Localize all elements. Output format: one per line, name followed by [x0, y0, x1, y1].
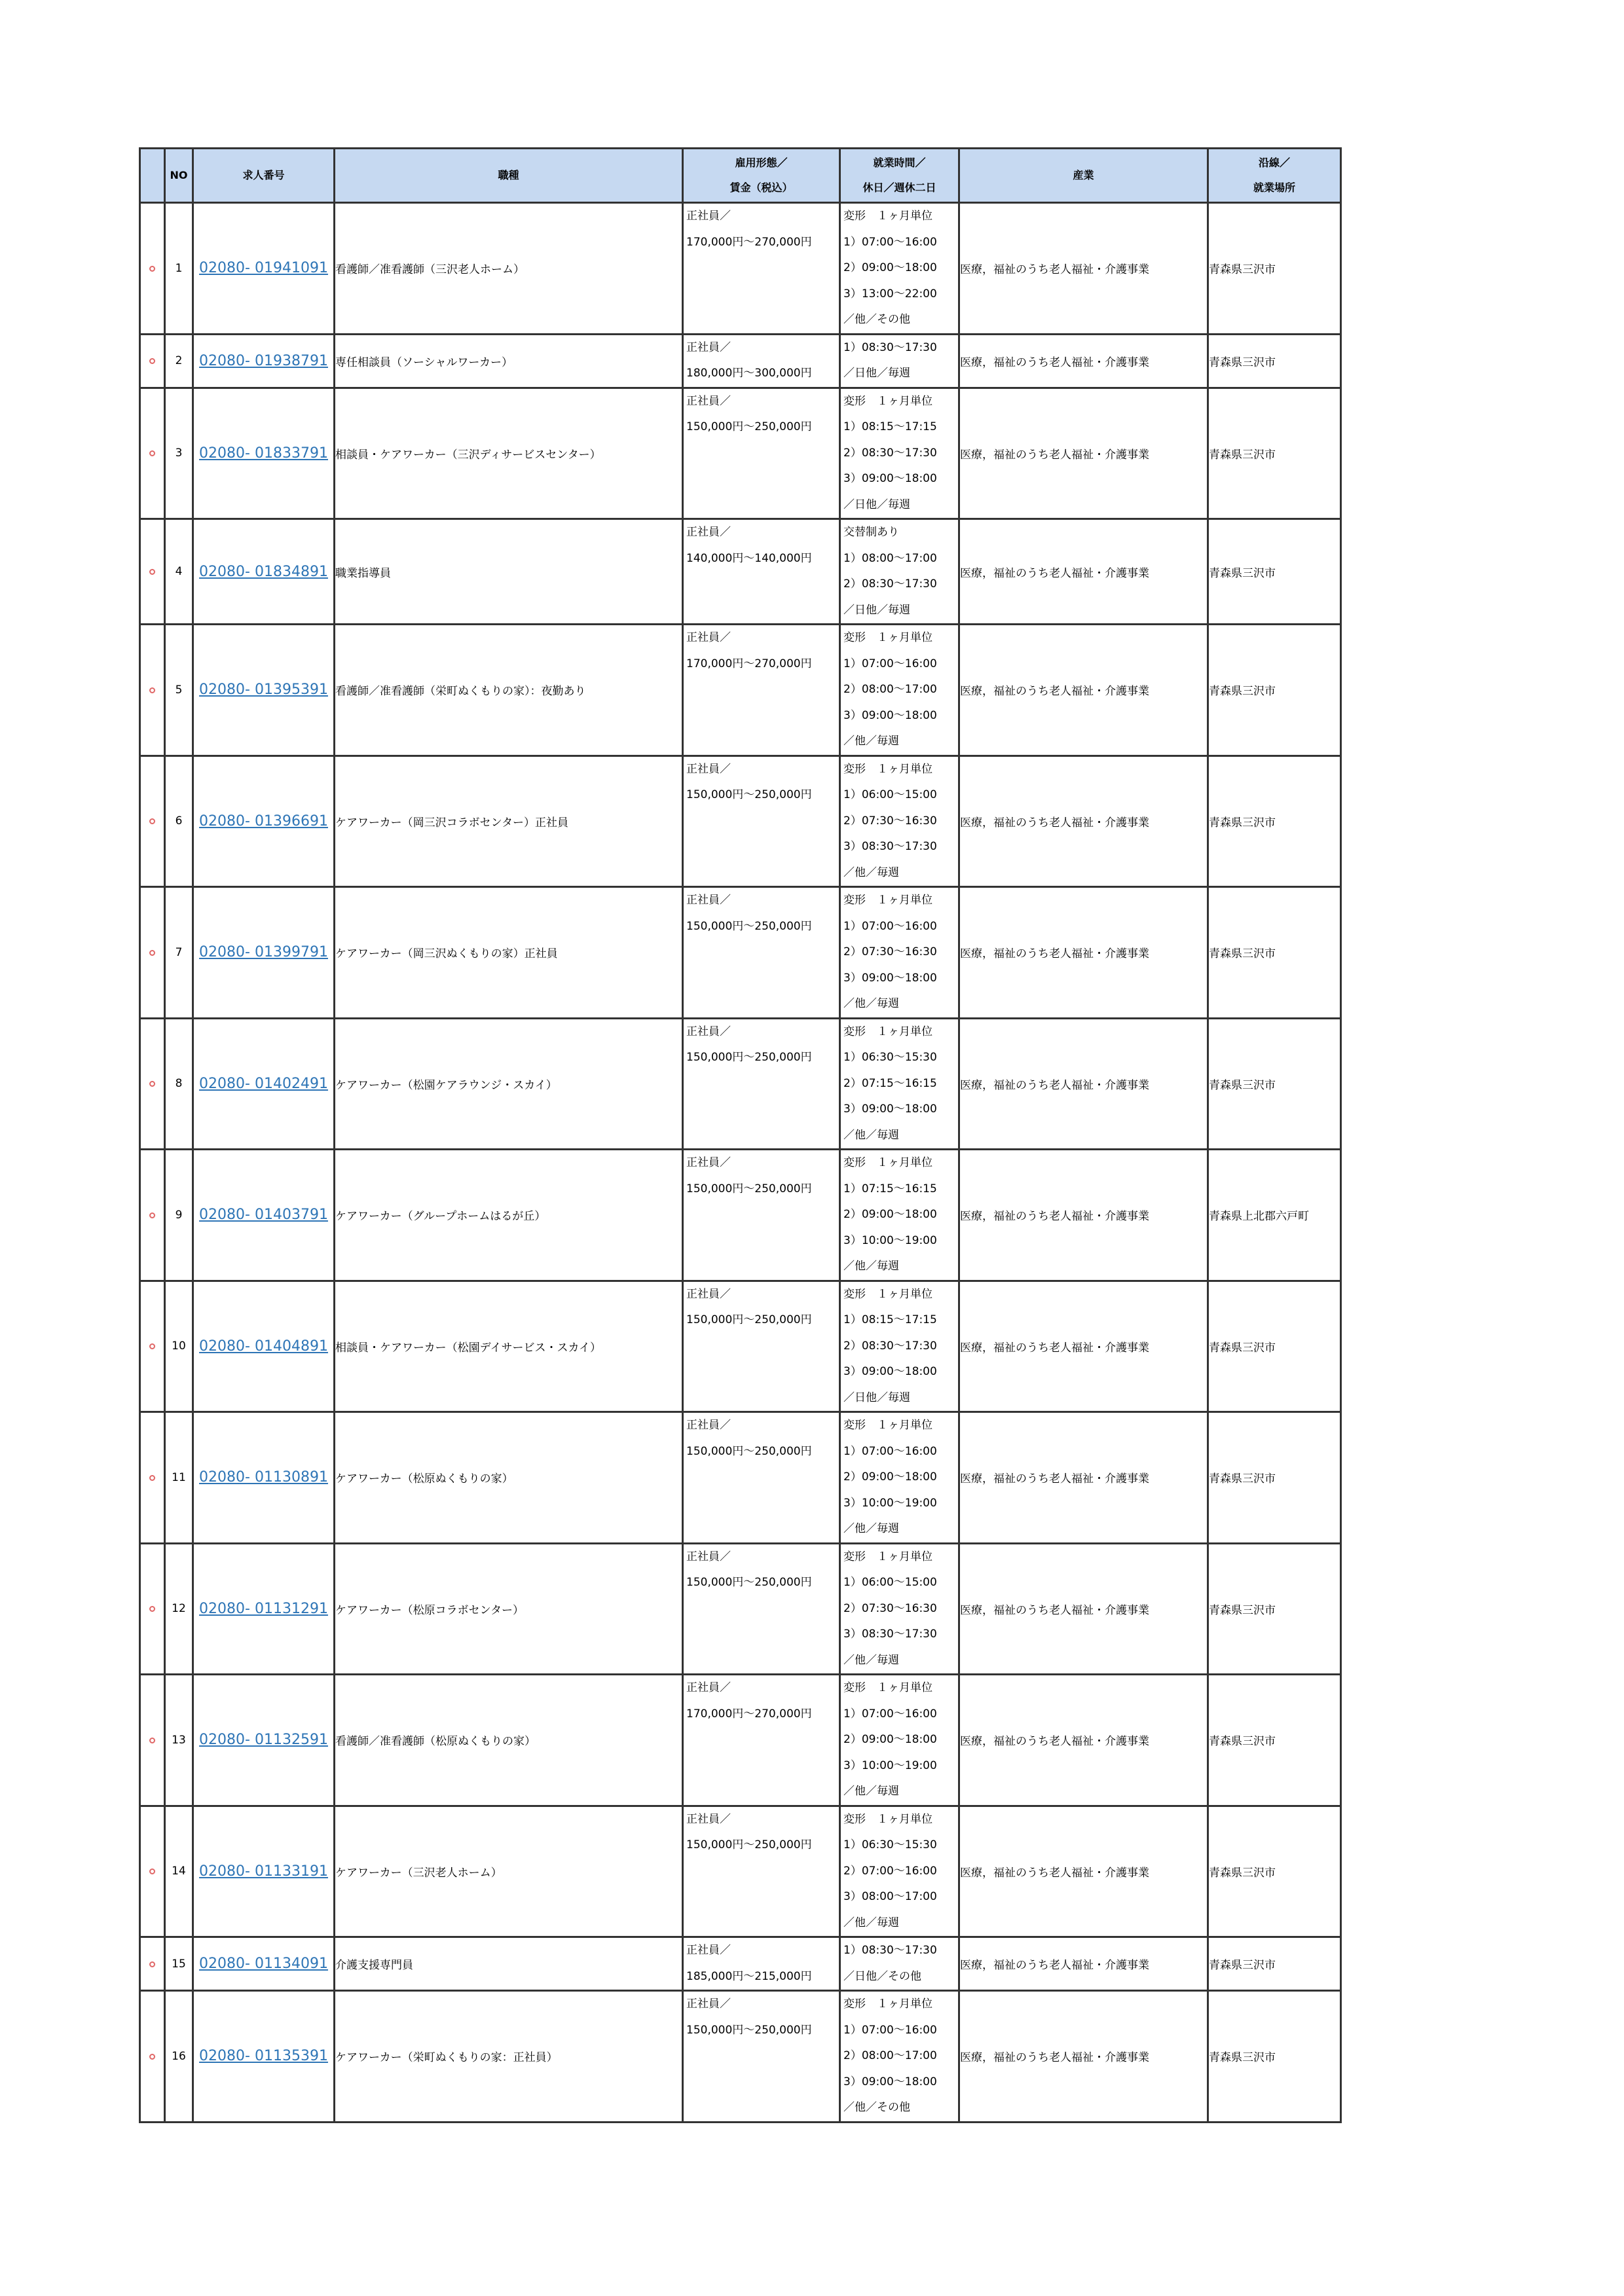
- table-row: [140, 1018, 1341, 1150]
- row-marker: [140, 388, 165, 519]
- employment-line: 正社員／: [686, 1550, 731, 1563]
- hours-line: 3）08:00～17:00: [843, 1890, 937, 1903]
- circle-bullet-icon: [149, 1343, 155, 1349]
- industry: 医療，福祉のうち老人福祉・介護事業: [959, 334, 1208, 388]
- job-title: 職業指導員: [335, 519, 683, 625]
- table-row: [140, 1543, 1341, 1675]
- job-title: ケアワーカー（松原ぬくもりの家）: [335, 1412, 683, 1544]
- employment-line: 185,000円～215,000円: [686, 1969, 812, 1983]
- row-number: 7: [165, 887, 193, 1019]
- job-number-link[interactable]: 02080- 01402491: [199, 1075, 328, 1092]
- working-hours: [840, 756, 959, 887]
- working-hours: [840, 1937, 959, 1991]
- hours-line: 変形 １ヶ月単位: [843, 1025, 932, 1038]
- hours-line: 3）10:00～19:00: [843, 1758, 937, 1772]
- hours-line: 1）07:00～16:00: [843, 657, 937, 670]
- table-row: [140, 1991, 1341, 2123]
- job-title: ケアワーカー（松園ケアラウンジ・スカイ）: [335, 1018, 683, 1150]
- hours-line: 1）08:30～17:30: [843, 340, 937, 354]
- job-number-cell: [193, 1991, 335, 2123]
- header-hours: [840, 149, 959, 203]
- hours-line: 1）07:00～16:00: [843, 2023, 937, 2037]
- work-location: 青森県三沢市: [1208, 1281, 1341, 1412]
- work-location: 青森県上北郡六戸町: [1208, 1150, 1341, 1281]
- hours-line: ／他／その他: [843, 2101, 910, 2114]
- industry: 医療，福祉のうち老人福祉・介護事業: [959, 1806, 1208, 1937]
- employment-line: 150,000円～250,000円: [686, 1051, 812, 1064]
- hours-line: 1）07:00～16:00: [843, 235, 937, 249]
- work-location: 青森県三沢市: [1208, 625, 1341, 756]
- hours-line: ／他／毎週: [843, 1128, 899, 1142]
- row-number: 8: [165, 1018, 193, 1150]
- table-row: [140, 887, 1341, 1019]
- row-marker: [140, 1991, 165, 2123]
- job-number-link[interactable]: 02080- 01134091: [199, 1956, 328, 1972]
- job-number-link[interactable]: 02080- 01403791: [199, 1207, 328, 1224]
- hours-line: 3）13:00～22:00: [843, 287, 937, 301]
- work-location: 青森県三沢市: [1208, 334, 1341, 388]
- hours-line: ／他／毎週: [843, 866, 899, 879]
- employment-line: 150,000円～250,000円: [686, 420, 812, 433]
- row-marker: [140, 203, 165, 335]
- working-hours: [840, 203, 959, 335]
- employment-line: 150,000円～250,000円: [686, 788, 812, 801]
- table-row: [140, 1150, 1341, 1281]
- job-number-cell: [193, 519, 335, 625]
- header-employment: [683, 149, 840, 203]
- work-location: 青森県三沢市: [1208, 1991, 1341, 2123]
- table-row: [140, 519, 1341, 625]
- job-title: ケアワーカー（グループホームはるが丘）: [335, 1150, 683, 1281]
- job-number-link[interactable]: 02080- 01132591: [199, 1732, 328, 1749]
- hours-line: 2）08:00～17:00: [843, 683, 937, 696]
- working-hours: [840, 1150, 959, 1281]
- employment-line: 150,000円～250,000円: [686, 919, 812, 933]
- hours-line: ／他／毎週: [843, 735, 899, 748]
- job-number-link[interactable]: 02080- 01133191: [199, 1863, 328, 1880]
- hours-line: ／日他／毎週: [843, 603, 910, 617]
- header-row: [140, 149, 1341, 203]
- job-title: 専任相談員（ソーシャルワーカー）: [335, 334, 683, 388]
- job-number-cell: [193, 756, 335, 887]
- circle-bullet-icon: [149, 450, 155, 456]
- table-body: [140, 203, 1341, 2123]
- hours-line: 1）06:30～15:30: [843, 1838, 937, 1851]
- row-marker: [140, 1806, 165, 1937]
- hours-line: 3）10:00～19:00: [843, 1496, 937, 1510]
- row-number: 11: [165, 1412, 193, 1544]
- work-location: 青森県三沢市: [1208, 388, 1341, 519]
- working-hours: [840, 1412, 959, 1544]
- table-row: [140, 1412, 1341, 1544]
- work-location: 青森県三沢市: [1208, 1937, 1341, 1991]
- job-title: 看護師／准看護師（栄町ぬくもりの家）：夜勤あり: [335, 625, 683, 756]
- hours-line: ／日他／その他: [843, 1969, 921, 1983]
- industry: 医療，福祉のうち老人福祉・介護事業: [959, 1991, 1208, 2123]
- working-hours: [840, 519, 959, 625]
- employment-line: 正社員／: [686, 894, 731, 907]
- industry: 医療，福祉のうち老人福祉・介護事業: [959, 1281, 1208, 1412]
- working-hours: [840, 1991, 959, 2123]
- hours-line: 2）08:30～17:30: [843, 1339, 937, 1353]
- table-row: [140, 1937, 1341, 1991]
- circle-bullet-icon: [149, 1868, 155, 1874]
- hours-line: 1）07:15～16:15: [843, 1182, 937, 1195]
- hours-line: ／他／毎週: [843, 1260, 899, 1273]
- table-row: [140, 756, 1341, 887]
- work-location: 青森県三沢市: [1208, 887, 1341, 1019]
- job-number-link[interactable]: 02080- 01941091: [199, 260, 328, 277]
- circle-bullet-icon: [149, 358, 155, 364]
- job-number-link[interactable]: 02080- 01396691: [199, 812, 328, 829]
- employment-line: 正社員／: [686, 210, 731, 223]
- job-number-cell: [193, 203, 335, 335]
- header-no: NO: [165, 149, 193, 203]
- header-industry: 産業: [959, 149, 1208, 203]
- row-number: 13: [165, 1675, 193, 1806]
- row-marker: [140, 334, 165, 388]
- employment-wage: [683, 1806, 840, 1937]
- table-row: [140, 203, 1341, 335]
- job-number-link[interactable]: 02080- 01404891: [199, 1338, 328, 1355]
- hours-line: 変形 １ヶ月単位: [843, 1681, 932, 1694]
- employment-line: 150,000円～250,000円: [686, 1182, 812, 1195]
- circle-bullet-icon: [149, 2054, 155, 2060]
- industry: 医療，福祉のうち老人福祉・介護事業: [959, 887, 1208, 1019]
- hours-line: 3）09:00～18:00: [843, 1365, 937, 1378]
- circle-bullet-icon: [149, 1475, 155, 1481]
- employment-line: 150,000円～250,000円: [686, 1576, 812, 1589]
- work-location: 青森県三沢市: [1208, 1675, 1341, 1806]
- job-number-cell: [193, 1018, 335, 1150]
- employment-wage: [683, 1543, 840, 1675]
- hours-line: 3）08:30～17:30: [843, 1628, 937, 1641]
- hours-line: 2）09:00～18:00: [843, 1733, 937, 1746]
- employment-line: 正社員／: [686, 1287, 731, 1301]
- row-marker: [140, 887, 165, 1019]
- working-hours: [840, 1806, 959, 1937]
- employment-line: 正社員／: [686, 1419, 731, 1432]
- employment-wage: [683, 756, 840, 887]
- table-row: [140, 1675, 1341, 1806]
- job-number-link[interactable]: 02080- 01131291: [199, 1600, 328, 1617]
- table-row: [140, 1806, 1341, 1937]
- employment-wage: [683, 519, 840, 625]
- job-title: ケアワーカー（岡三沢ぬくもりの家）正社員: [335, 887, 683, 1019]
- row-number: 12: [165, 1543, 193, 1675]
- industry: 医療，福祉のうち老人福祉・介護事業: [959, 625, 1208, 756]
- job-number-link[interactable]: 02080- 01938791: [199, 352, 328, 369]
- industry: 医療，福祉のうち老人福祉・介護事業: [959, 388, 1208, 519]
- row-marker: [140, 1675, 165, 1806]
- working-hours: [840, 887, 959, 1019]
- employment-wage: [683, 1412, 840, 1544]
- job-number-cell: [193, 1412, 335, 1544]
- circle-bullet-icon: [149, 1606, 155, 1612]
- table-row: [140, 1281, 1341, 1412]
- employment-line: 170,000円～270,000円: [686, 657, 812, 670]
- hours-line: 3）09:00～18:00: [843, 1102, 937, 1116]
- hours-line: 3）09:00～18:00: [843, 472, 937, 485]
- header-location-line2: 就業場所: [1253, 181, 1295, 194]
- row-marker: [140, 1281, 165, 1412]
- industry: 医療，福祉のうち老人福祉・介護事業: [959, 203, 1208, 335]
- employment-wage: [683, 1150, 840, 1281]
- row-number: 9: [165, 1150, 193, 1281]
- row-number: 3: [165, 388, 193, 519]
- hours-line: 2）08:30～17:30: [843, 446, 937, 460]
- employment-wage: [683, 203, 840, 335]
- job-number-cell: [193, 1937, 335, 1991]
- hours-line: 変形 １ヶ月単位: [843, 394, 932, 408]
- hours-line: 変形 １ヶ月単位: [843, 894, 932, 907]
- employment-wage: [683, 334, 840, 388]
- employment-line: 正社員／: [686, 1681, 731, 1694]
- hours-line: 1）07:00～16:00: [843, 919, 937, 933]
- industry: 医療，福祉のうち老人福祉・介護事業: [959, 1543, 1208, 1675]
- hours-line: 1）07:00～16:00: [843, 1707, 937, 1721]
- header-hours-line1: 就業時間／: [873, 156, 926, 169]
- row-number: 6: [165, 756, 193, 887]
- job-number-cell: [193, 334, 335, 388]
- industry: 医療，福祉のうち老人福祉・介護事業: [959, 519, 1208, 625]
- hours-line: 変形 １ヶ月単位: [843, 1287, 932, 1301]
- job-number-cell: [193, 1675, 335, 1806]
- job-number-cell: [193, 388, 335, 519]
- hours-line: 変形 １ヶ月単位: [843, 631, 932, 644]
- row-number: 10: [165, 1281, 193, 1412]
- row-marker: [140, 1150, 165, 1281]
- hours-line: 2）07:30～16:30: [843, 945, 937, 958]
- work-location: 青森県三沢市: [1208, 519, 1341, 625]
- row-number: 5: [165, 625, 193, 756]
- circle-bullet-icon: [149, 1081, 155, 1087]
- hours-line: ／日他／毎週: [843, 498, 910, 511]
- job-number-link[interactable]: 02080- 01834891: [199, 563, 328, 580]
- working-hours: [840, 334, 959, 388]
- work-location: 青森県三沢市: [1208, 1018, 1341, 1150]
- hours-line: ／他／毎週: [843, 1522, 899, 1535]
- row-marker: [140, 519, 165, 625]
- row-marker: [140, 625, 165, 756]
- header-employment-line2: 賃金（税込）: [729, 181, 793, 194]
- hours-line: 1）06:00～15:00: [843, 788, 937, 801]
- working-hours: [840, 1018, 959, 1150]
- hours-line: 1）08:30～17:30: [843, 1944, 937, 1957]
- employment-wage: [683, 388, 840, 519]
- hours-line: ／他／毎週: [843, 1916, 899, 1929]
- employment-line: 180,000円～300,000円: [686, 367, 812, 380]
- hours-line: 1）08:00～17:00: [843, 551, 937, 565]
- row-marker: [140, 1543, 165, 1675]
- employment-wage: [683, 1991, 840, 2123]
- hours-line: ／他／毎週: [843, 1653, 899, 1667]
- industry: 医療，福祉のうち老人福祉・介護事業: [959, 1675, 1208, 1806]
- employment-wage: [683, 1675, 840, 1806]
- hours-line: 2）09:00～18:00: [843, 1208, 937, 1221]
- job-title: 相談員・ケアワーカー（松園デイサービス・スカイ）: [335, 1281, 683, 1412]
- employment-line: 150,000円～250,000円: [686, 1313, 812, 1326]
- working-hours: [840, 1543, 959, 1675]
- employment-line: 正社員／: [686, 1812, 731, 1826]
- employment-line: 正社員／: [686, 340, 731, 354]
- circle-bullet-icon: [149, 1961, 155, 1967]
- header-location-line1: 沿線／: [1258, 156, 1290, 169]
- job-title: ケアワーカー（栄町ぬくもりの家：正社員）: [335, 1991, 683, 2123]
- hours-line: 2）09:00～18:00: [843, 1470, 937, 1484]
- work-location: 青森県三沢市: [1208, 756, 1341, 887]
- hours-line: ／他／その他: [843, 313, 910, 326]
- table-row: [140, 625, 1341, 756]
- job-listing-table: [139, 147, 1342, 2123]
- hours-line: ／日他／毎週: [843, 1391, 910, 1404]
- row-number: 14: [165, 1806, 193, 1937]
- hours-line: ／日他／毎週: [843, 367, 910, 380]
- employment-line: 正社員／: [686, 1156, 731, 1169]
- employment-line: 150,000円～250,000円: [686, 1444, 812, 1458]
- header-job-type: 職種: [335, 149, 683, 203]
- row-number: 1: [165, 203, 193, 335]
- job-number-link[interactable]: 02080- 01833791: [199, 445, 328, 462]
- industry: 医療，福祉のうち老人福祉・介護事業: [959, 1937, 1208, 1991]
- job-title: ケアワーカー（松原コラボセンター）: [335, 1543, 683, 1675]
- hours-line: 変形 １ヶ月単位: [843, 762, 932, 776]
- employment-line: 正社員／: [686, 631, 731, 644]
- row-number: 2: [165, 334, 193, 388]
- hours-line: 1）06:00～15:00: [843, 1576, 937, 1589]
- job-number-link[interactable]: 02080- 01399791: [199, 944, 328, 961]
- hours-line: 1）06:30～15:30: [843, 1051, 937, 1064]
- hours-line: 1）08:15～17:15: [843, 420, 937, 433]
- employment-line: 正社員／: [686, 394, 731, 408]
- row-marker: [140, 756, 165, 887]
- industry: 医療，福祉のうち老人福祉・介護事業: [959, 1412, 1208, 1544]
- job-title: 看護師／准看護師（松原ぬくもりの家）: [335, 1675, 683, 1806]
- working-hours: [840, 388, 959, 519]
- employment-line: 正社員／: [686, 1997, 731, 2011]
- hours-line: 2）07:30～16:30: [843, 1601, 937, 1615]
- job-number-cell: [193, 1806, 335, 1937]
- employment-wage: [683, 887, 840, 1019]
- work-location: 青森県三沢市: [1208, 1412, 1341, 1544]
- circle-bullet-icon: [149, 818, 155, 824]
- hours-line: 2）07:30～16:30: [843, 814, 937, 828]
- hours-line: 交替制あり: [843, 526, 899, 539]
- hours-line: 変形 １ヶ月単位: [843, 1997, 932, 2011]
- hours-line: 3）10:00～19:00: [843, 1233, 937, 1247]
- work-location: 青森県三沢市: [1208, 1543, 1341, 1675]
- job-number-cell: [193, 1543, 335, 1675]
- hours-line: 3）08:30～17:30: [843, 840, 937, 853]
- table-row: [140, 334, 1341, 388]
- job-number-link[interactable]: 02080- 01135391: [199, 2048, 328, 2065]
- hours-line: 1）07:00～16:00: [843, 1444, 937, 1458]
- hours-line: 2）08:30～17:30: [843, 577, 937, 591]
- job-title: 介護支援専門員: [335, 1937, 683, 1991]
- header-job-number: 求人番号: [193, 149, 335, 203]
- job-title: 看護師／准看護師（三沢老人ホーム）: [335, 203, 683, 335]
- header-mark: [140, 149, 165, 203]
- employment-line: 正社員／: [686, 1944, 731, 1957]
- employment-wage: [683, 1018, 840, 1150]
- hours-line: 2）07:00～16:00: [843, 1864, 937, 1878]
- working-hours: [840, 625, 959, 756]
- employment-wage: [683, 1281, 840, 1412]
- job-number-cell: [193, 1150, 335, 1281]
- row-number: 15: [165, 1937, 193, 1991]
- hours-line: 変形 １ヶ月単位: [843, 1812, 932, 1826]
- employment-line: 150,000円～250,000円: [686, 1838, 812, 1851]
- job-number-link[interactable]: 02080- 01130891: [199, 1469, 328, 1486]
- employment-line: 170,000円～270,000円: [686, 1707, 812, 1721]
- circle-bullet-icon: [149, 569, 155, 575]
- work-location: 青森県三沢市: [1208, 1806, 1341, 1937]
- hours-line: 2）09:00～18:00: [843, 261, 937, 274]
- hours-line: 変形 １ヶ月単位: [843, 210, 932, 223]
- job-number-cell: [193, 1281, 335, 1412]
- hours-line: 変形 １ヶ月単位: [843, 1419, 932, 1432]
- employment-line: 150,000円～250,000円: [686, 2023, 812, 2037]
- row-number: 16: [165, 1991, 193, 2123]
- job-title: 相談員・ケアワーカー（三沢ディサービスセンター）: [335, 388, 683, 519]
- employment-line: 170,000円～270,000円: [686, 235, 812, 249]
- working-hours: [840, 1281, 959, 1412]
- header-hours-line2: 休日／週休二日: [862, 181, 936, 194]
- working-hours: [840, 1675, 959, 1806]
- table-row: [140, 388, 1341, 519]
- header-location: [1208, 149, 1341, 203]
- job-number-cell: [193, 625, 335, 756]
- employment-wage: [683, 1937, 840, 1991]
- job-title: ケアワーカー（岡三沢コラボセンター）正社員: [335, 756, 683, 887]
- hours-line: 変形 １ヶ月単位: [843, 1156, 932, 1169]
- employment-line: 正社員／: [686, 1025, 731, 1038]
- job-number-cell: [193, 887, 335, 1019]
- row-marker: [140, 1937, 165, 1991]
- circle-bullet-icon: [149, 266, 155, 272]
- hours-line: 2）07:15～16:15: [843, 1076, 937, 1090]
- hours-line: 1）08:15～17:15: [843, 1313, 937, 1326]
- row-marker: [140, 1018, 165, 1150]
- industry: 医療，福祉のうち老人福祉・介護事業: [959, 1018, 1208, 1150]
- circle-bullet-icon: [149, 1738, 155, 1743]
- employment-line: 正社員／: [686, 762, 731, 776]
- circle-bullet-icon: [149, 687, 155, 693]
- job-title: ケアワーカー（三沢老人ホーム）: [335, 1806, 683, 1937]
- job-number-link[interactable]: 02080- 01395391: [199, 682, 328, 699]
- row-number: 4: [165, 519, 193, 625]
- employment-line: 正社員／: [686, 526, 731, 539]
- row-marker: [140, 1412, 165, 1544]
- industry: 医療，福祉のうち老人福祉・介護事業: [959, 756, 1208, 887]
- employment-wage: [683, 625, 840, 756]
- hours-line: 3）09:00～18:00: [843, 971, 937, 985]
- hours-line: ／他／毎週: [843, 997, 899, 1010]
- hours-line: 3）09:00～18:00: [843, 2075, 937, 2088]
- employment-line: 140,000円～140,000円: [686, 551, 812, 565]
- hours-line: 3）09:00～18:00: [843, 708, 937, 722]
- industry: 医療，福祉のうち老人福祉・介護事業: [959, 1150, 1208, 1281]
- work-location: 青森県三沢市: [1208, 203, 1341, 335]
- circle-bullet-icon: [149, 950, 155, 956]
- hours-line: 変形 １ヶ月単位: [843, 1550, 932, 1563]
- hours-line: 2）08:00～17:00: [843, 2049, 937, 2062]
- circle-bullet-icon: [149, 1212, 155, 1218]
- hours-line: ／他／毎週: [843, 1785, 899, 1798]
- header-employment-line1: 雇用形態／: [735, 156, 788, 169]
